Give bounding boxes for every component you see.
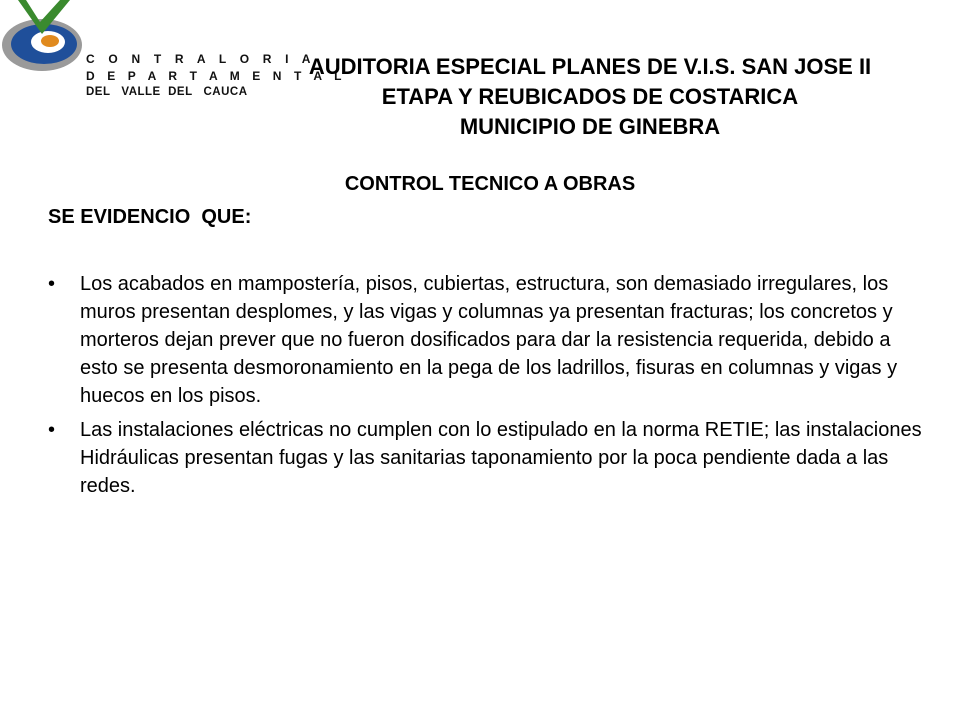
title-line-3: MUNICIPIO DE GINEBRA	[459, 114, 721, 139]
contraloria-emblem-icon	[0, 0, 90, 80]
title-line-1: AUDITORIA ESPECIAL PLANES DE V.I.S. SAN JOSE II	[308, 54, 872, 79]
section-subtitle: CONTROL TECNICO A OBRAS	[344, 173, 636, 195]
lead-heading: SE EVIDENCIO QUE:	[48, 206, 252, 228]
finding-text-2: Las instalaciones eléctricas no cumplen con lo estipulado en la norma RETIE; las instalaciones Hidráulicas presentan fugas y las sanitarias taponamiento por la poca pendiente dada a las redes.	[80, 419, 922, 497]
bullet-icon: •	[48, 273, 56, 295]
findings-list	[48, 270, 928, 506]
contraloria-logo	[0, 0, 347, 120]
logo-text-line-1: C O N T R A L O R I A	[86, 52, 316, 66]
finding-text-1: Los acabados en mampostería, pisos, cubiertas, estructura, son demasiado irregulares, los muros presentan desplomes, y las vigas y columnas ya presentan fracturas; los concretos y morteros dejan prever que no fueron dosificados para dar la resistencia requerida, debido a esto se presenta desmoronamiento en la pega de los ladrillos, fisuras en columnas y vigas y huecos en los pisos.	[80, 273, 898, 407]
list-item	[48, 416, 928, 500]
slide-title	[240, 52, 940, 142]
bullet-icon: •	[48, 419, 56, 441]
logo-text-line-3: DEL VALLE DEL CAUCA	[86, 86, 248, 98]
logo-text-line-2: D E P A R T A M E N T A L	[86, 69, 347, 83]
title-line-2: ETAPA Y REUBICADOS DE COSTARICA	[381, 84, 799, 109]
list-item	[48, 270, 928, 410]
